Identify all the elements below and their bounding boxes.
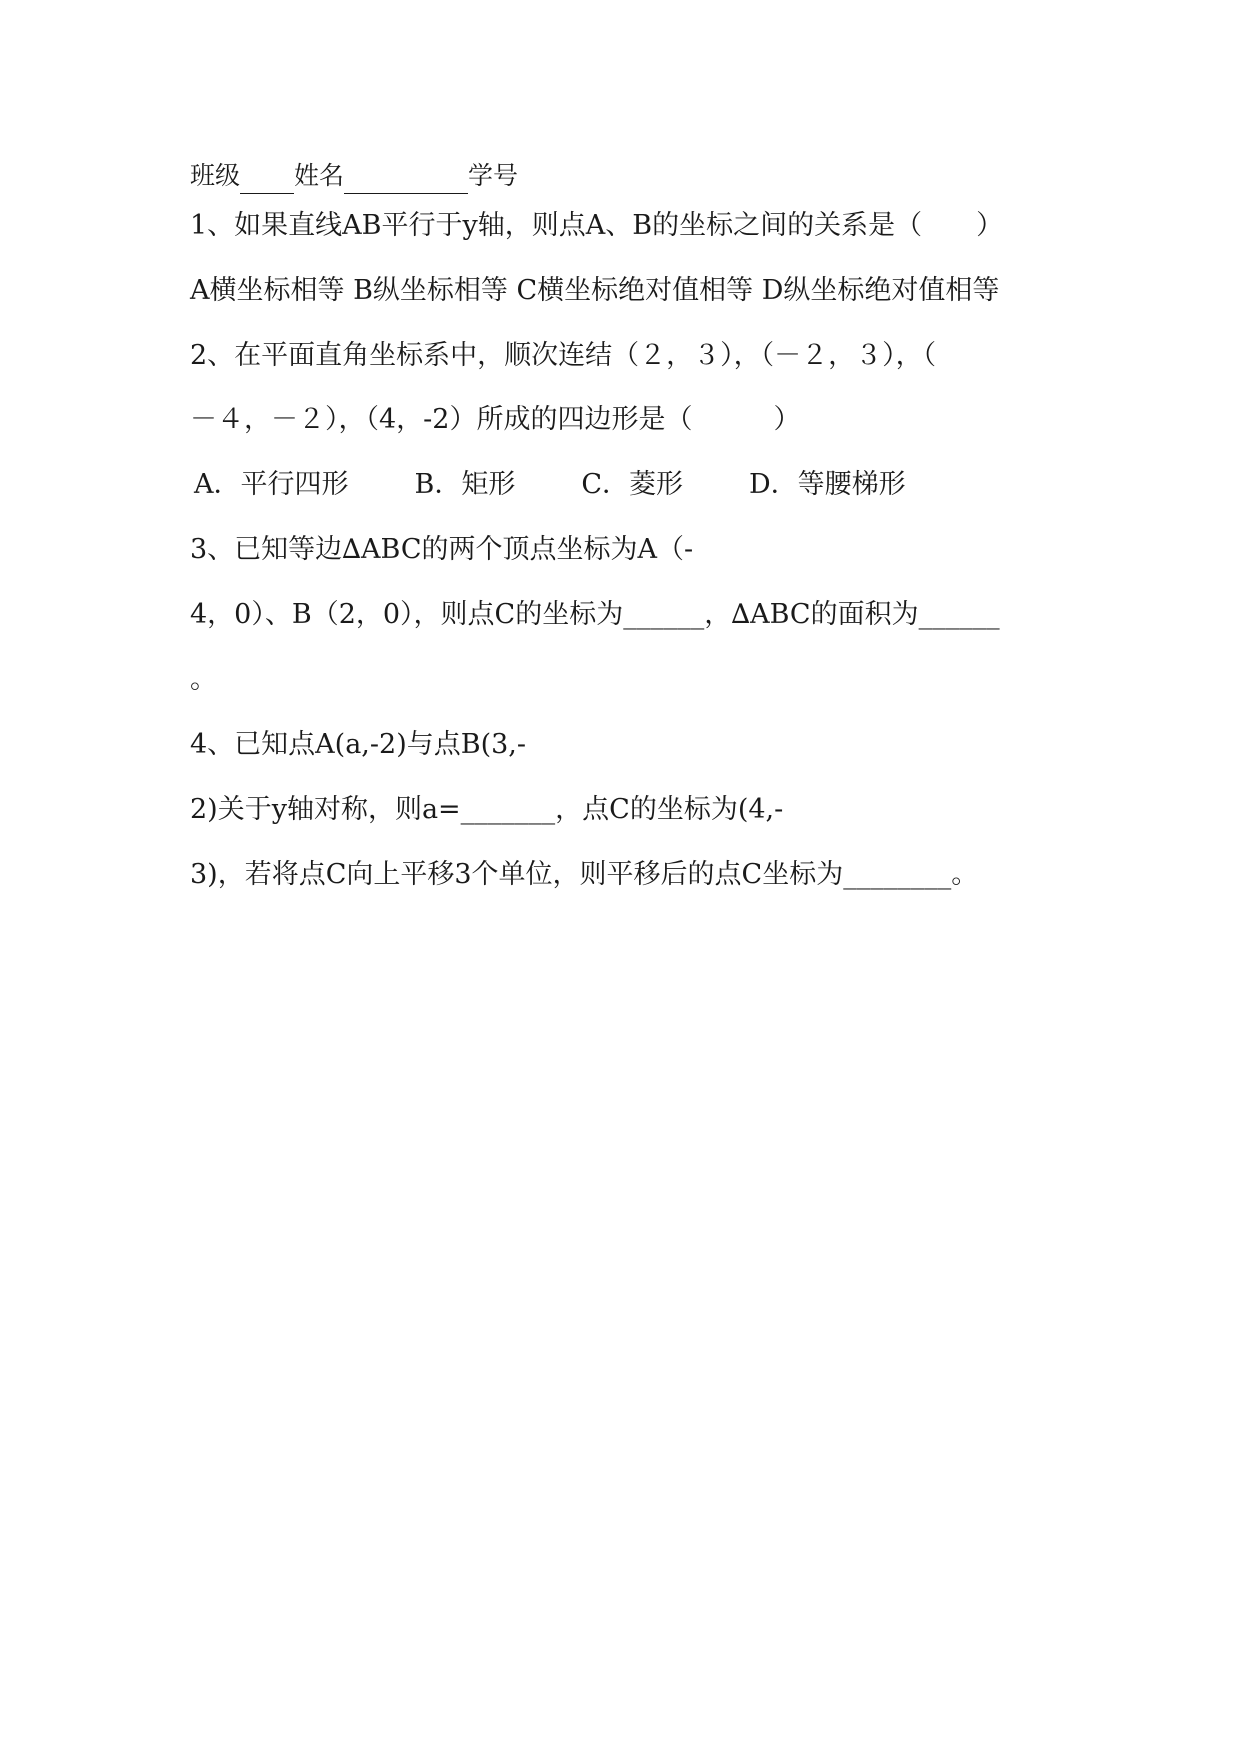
question-2-option-b: B．矩形 — [414, 469, 516, 500]
class-label: 班级 — [190, 161, 241, 190]
student-id-label: 学号 — [468, 161, 519, 190]
question-3-stem-line-2: 4，0）、B（2，0），则点C的坐标为______，∆ABC的面积为______ — [190, 599, 1000, 630]
question-3-stem-line-1: 3、已知等边∆ABC的两个顶点坐标为A（- — [190, 534, 694, 565]
question-2-option-c: C．菱形 — [581, 469, 684, 500]
question-3-stem-line-3: 。 — [190, 664, 217, 695]
question-2-stem-line-1: 2、在平面直角坐标系中，顺次连结（２，３），（－２，３），（ — [190, 340, 937, 371]
question-2-options — [194, 467, 906, 503]
question-2-option-d: D．等腰梯形 — [749, 469, 906, 500]
student-info-header — [190, 158, 518, 194]
question-1-stem: 1、如果直线AB平行于y轴，则点A、B的坐标之间的关系是（ ） — [190, 210, 1004, 241]
question-4-stem-line-2: 2)关于y轴对称，则a=_______，点C的坐标为(4,- — [190, 794, 784, 825]
name-label: 姓名 — [294, 161, 345, 190]
question-2-stem-line-2: －４，－２），（4，-2）所成的四边形是（ ） — [190, 404, 801, 435]
question-4-stem-line-1: 4、已知点A(a,-2)与点B(3,- — [190, 729, 526, 760]
question-1-options: A横坐标相等 B纵坐标相等 C横坐标绝对值相等 D纵坐标绝对值相等 — [190, 275, 1000, 306]
name-blank[interactable] — [344, 165, 468, 194]
question-4-stem-line-3: 3)，若将点C向上平移3个单位，则平移后的点C坐标为________。 — [190, 859, 979, 890]
question-2-option-a: A．平行四形 — [194, 469, 349, 500]
class-blank[interactable] — [240, 165, 294, 194]
